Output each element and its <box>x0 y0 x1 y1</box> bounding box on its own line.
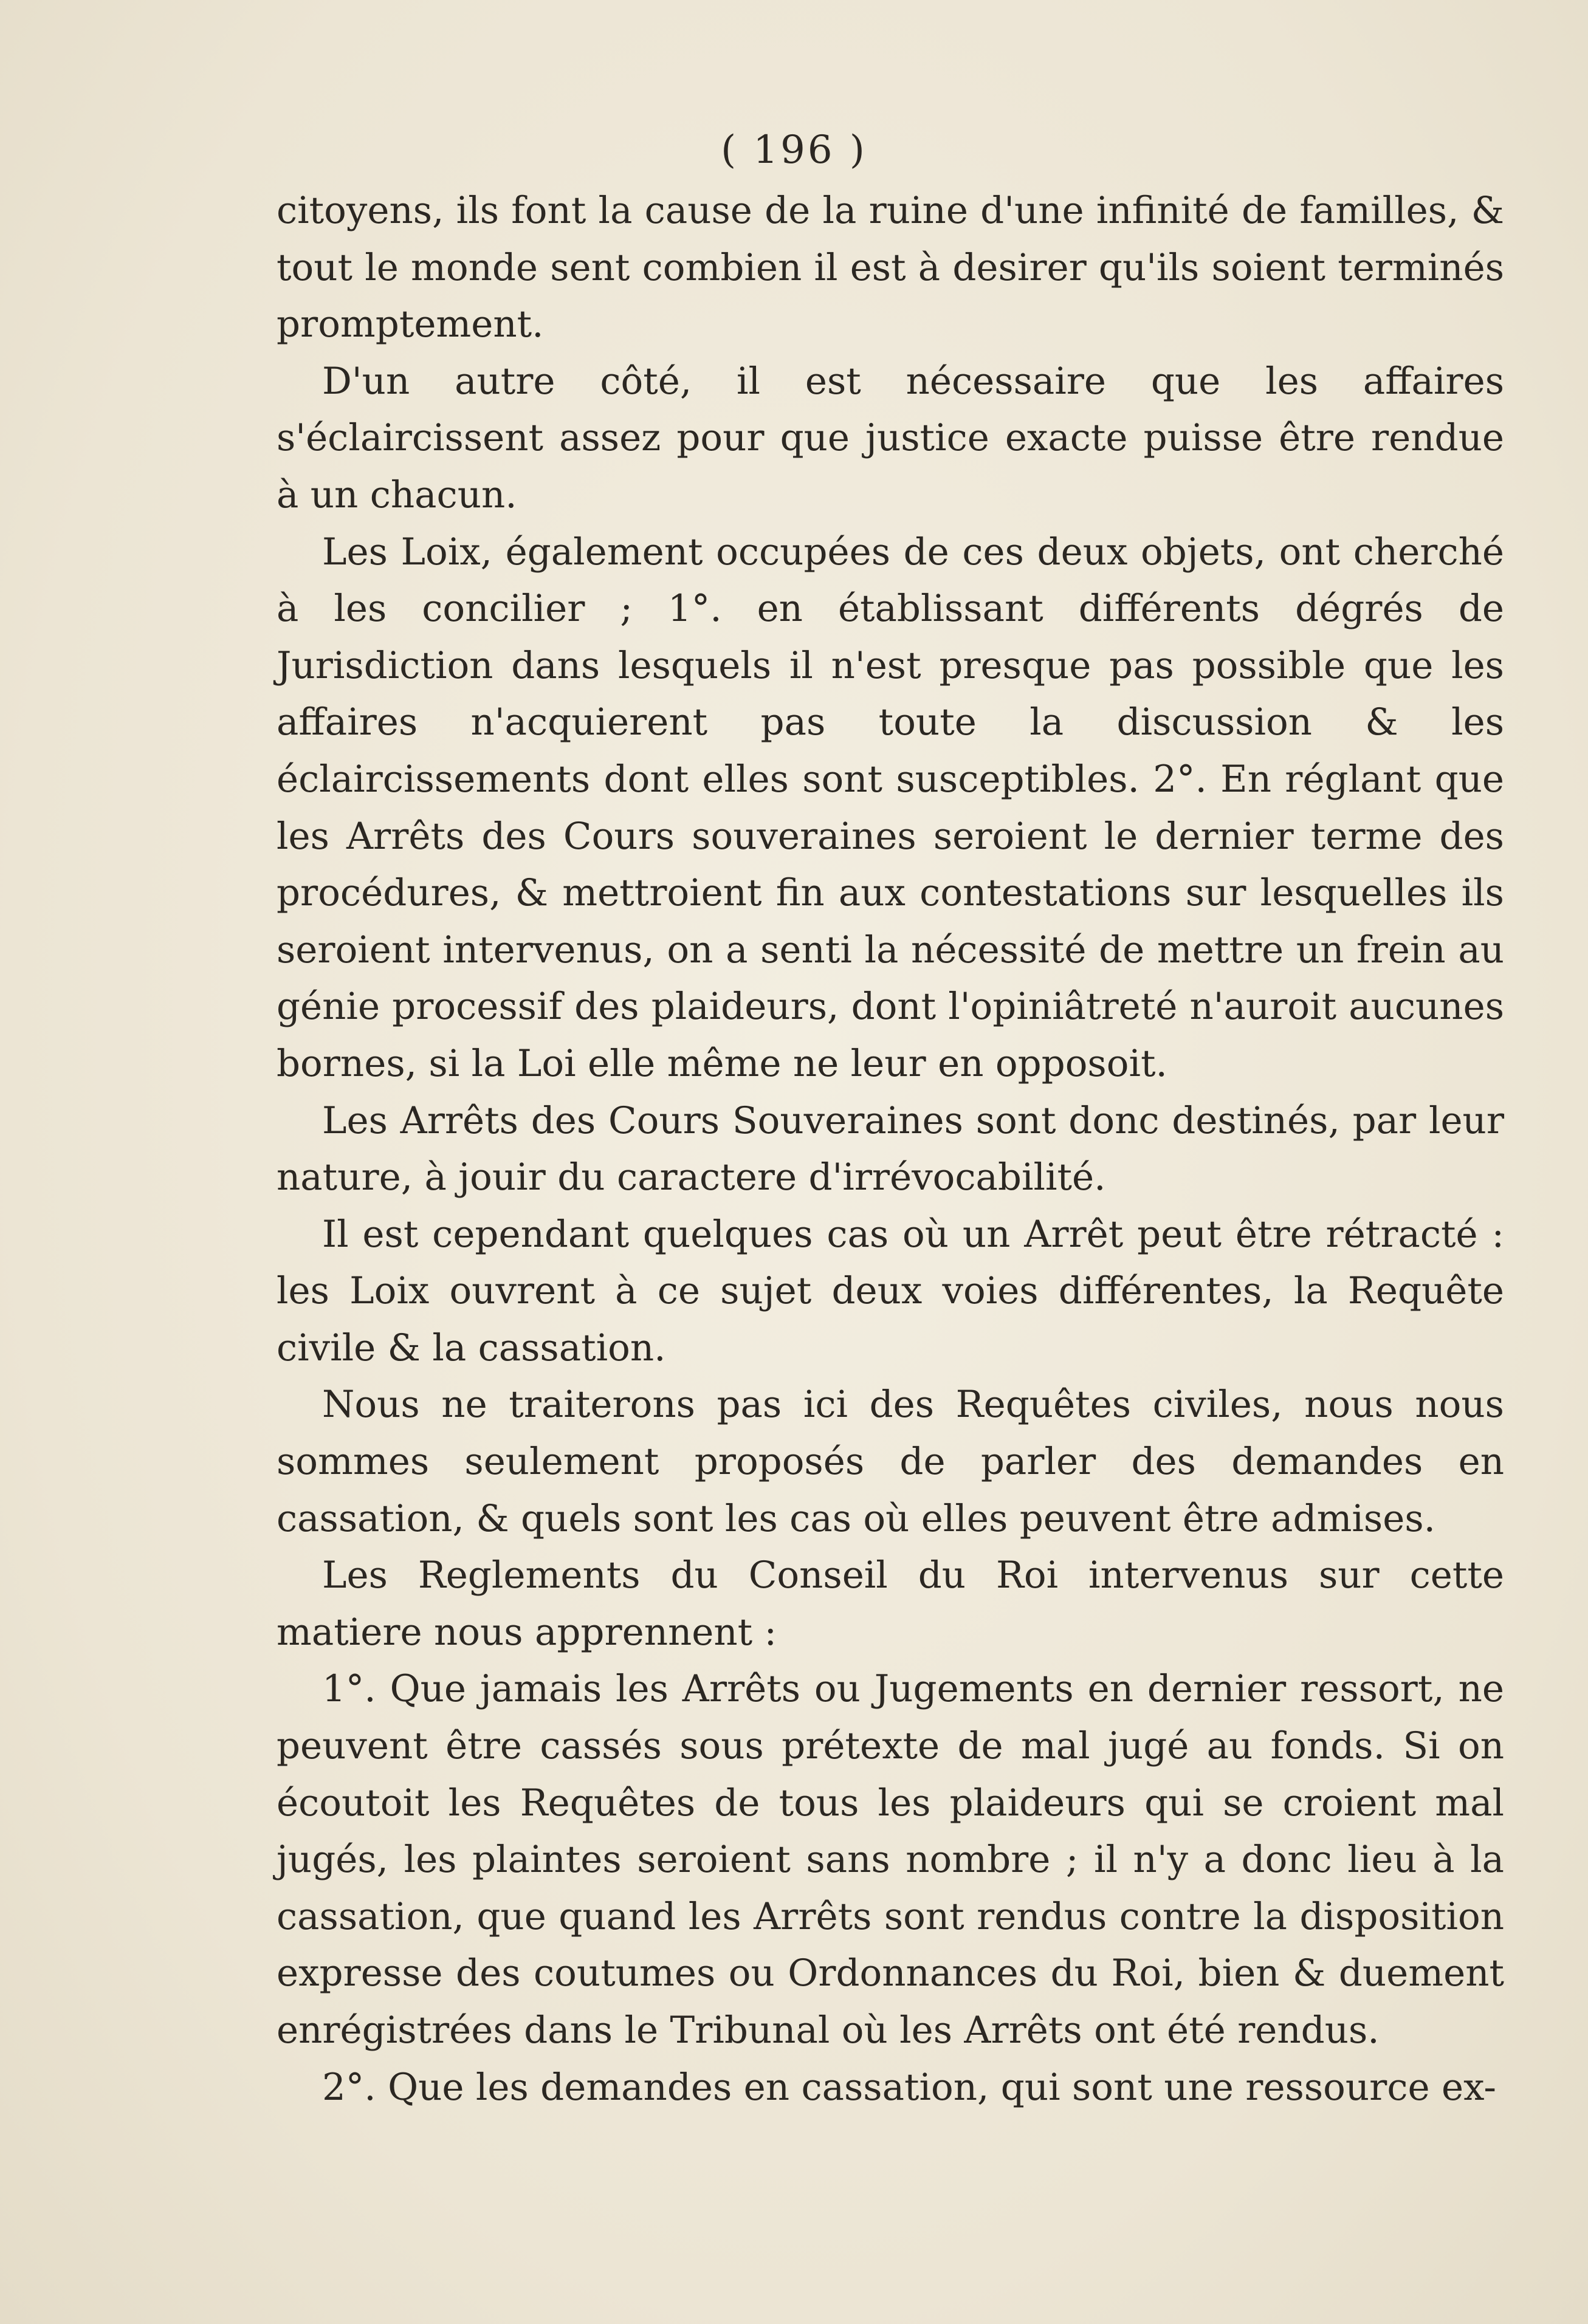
paragraph: D'un autre côté, il est nécessaire que les affaires s'éclaircissent assez pour que justice exacte puisse être rendue à un chacun. <box>277 359 1504 516</box>
paragraph: Nous ne traiterons pas ici des Requêtes civiles, nous nous sommes seulement proposés de parler des demandes en cassation, & quels sont les cas où elles peuvent être admises. <box>277 1383 1504 1540</box>
paragraph: citoyens, ils font la cause de la ruine d'une infinité de familles, & tout le monde sent combien il est à desirer qu'ils soient terminés promptement. <box>277 189 1504 346</box>
paragraph: 1°. Que jamais les Arrêts ou Jugements en dernier ressort, ne peuvent être cassés sous prétexte de mal jugé au fonds. Si on écoutoit les Requêtes de tous les plaideurs qui se croient mal jugés, les plaintes seroient sans nombre ; il n'y a donc lieu à la cassation, que quand les Arrêts sont rendus contre la disposition expresse des coutumes ou Ordonnances du Roi, bien & duement enrégistrées dans le Tribunal où les Arrêts ont été rendus. <box>277 1667 1504 2052</box>
body-text <box>277 182 1504 2116</box>
paragraph: 2°. Que les demandes en cassation, qui sont une ressource ex- <box>322 2065 1497 2109</box>
paragraph: Les Loix, également occupées de ces deux objets, ont cherché à les concilier ; 1°. en établissant différents dégrés de Jurisdiction dans lesquels il n'est presque pas possible que les affaires n'acquierent pas toute la discussion & les éclaircissements dont elles sont susceptibles. 2°. En réglant que les Arrêts des Cours souveraines seroient le dernier terme des procédures, & mettroient fin aux contestations sur lesquelles ils seroient intervenus, on a senti la nécessité de mettre un frein au génie processif des plaideurs, dont l'opiniâtreté n'auroit aucunes bornes, si la Loi elle même ne leur en opposoit. <box>277 530 1504 1085</box>
paragraph: Il est cependant quelques cas où un Arrêt peut être rétracté : les Loix ouvrent à ce sujet deux voies différentes, la Requête civile & la cassation. <box>277 1212 1504 1369</box>
paragraph: Les Reglements du Conseil du Roi intervenus sur cette matiere nous apprennent : <box>277 1554 1504 1654</box>
page-number: ( 196 ) <box>721 128 867 173</box>
paragraph: Les Arrêts des Cours Souveraines sont donc destinés, par leur nature, à jouir du caractere d'irrévocabilité. <box>277 1099 1504 1199</box>
